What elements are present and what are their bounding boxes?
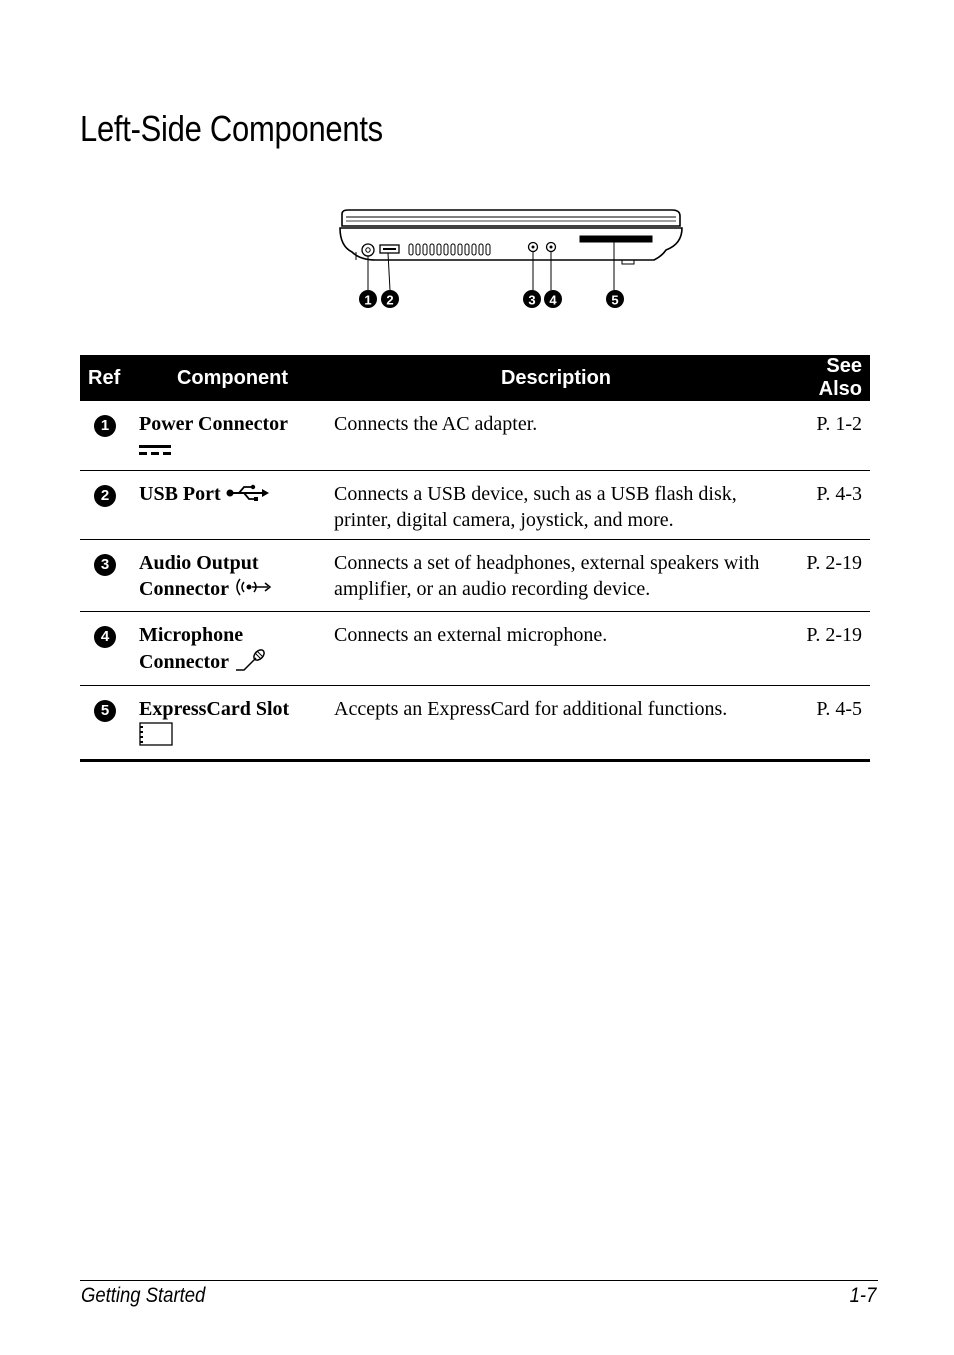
component-description: Connects a USB device, such as a USB flash disk, printer, digital camera, joystick, and more. xyxy=(326,471,786,540)
callout-3-number: 3 xyxy=(528,292,536,308)
callout-2-number: 2 xyxy=(386,292,394,308)
laptop-left-side-illustration xyxy=(336,206,686,316)
ref-badge: 4 xyxy=(94,626,116,648)
ref-badge: 2 xyxy=(94,485,116,507)
component-description: Connects the AC adapter. xyxy=(326,401,786,471)
component-name-line1: Audio Output xyxy=(139,552,259,575)
table-row xyxy=(80,686,870,761)
see-also-link[interactable]: P. 4-5 xyxy=(786,686,870,761)
see-also-link[interactable]: P. 2-19 xyxy=(786,612,870,686)
table-row xyxy=(80,401,870,471)
ref-badge: 5 xyxy=(94,700,116,722)
callout-1 xyxy=(359,290,377,308)
headphone-out-icon xyxy=(234,576,272,605)
dc-power-icon xyxy=(139,438,171,464)
usb-icon xyxy=(226,483,270,509)
header-description: Description xyxy=(326,355,786,401)
component-description: Connects a set of headphones, external speakers with amplifier, or an audio recording device. xyxy=(326,540,786,612)
component-description: Accepts an ExpressCard for additional functions. xyxy=(326,686,786,761)
table-header-row xyxy=(80,355,870,401)
ref-badge: 1 xyxy=(94,415,116,437)
table-row xyxy=(80,612,870,686)
component-name-line2: Connector xyxy=(139,651,229,674)
callout-5-number: 5 xyxy=(611,292,619,308)
callout-4 xyxy=(544,290,562,308)
component-name-line1: Microphone xyxy=(139,624,244,647)
header-component: Component xyxy=(139,355,326,401)
see-also-link[interactable]: P. 4-3 xyxy=(786,471,870,540)
table-row xyxy=(80,471,870,540)
footer-section-title: Getting Started xyxy=(81,1284,206,1307)
header-ref: Ref xyxy=(80,355,139,401)
callout-4-number: 4 xyxy=(549,292,557,308)
callout-2 xyxy=(381,290,399,308)
component-description: Connects an external microphone. xyxy=(326,612,786,686)
component-name: USB Port xyxy=(139,483,221,506)
see-also-link[interactable]: P. 1-2 xyxy=(786,401,870,471)
laptop-left-side-figure xyxy=(336,206,686,316)
callout-1-number: 1 xyxy=(364,292,372,308)
page-title: Left-Side Components xyxy=(80,108,383,149)
callout-5 xyxy=(606,290,624,308)
table-row xyxy=(80,540,870,612)
microphone-icon xyxy=(234,648,266,679)
footer-page-number: 1-7 xyxy=(849,1284,876,1307)
footer-rule xyxy=(80,1280,878,1281)
ref-badge: 3 xyxy=(94,554,116,576)
component-name: Power Connector xyxy=(139,413,289,435)
component-name-line2: Connector xyxy=(139,578,229,601)
see-also-link[interactable]: P. 2-19 xyxy=(786,540,870,612)
expresscard-slot-icon xyxy=(139,722,173,753)
header-see-also: See Also xyxy=(786,355,870,401)
components-table xyxy=(80,355,870,762)
component-name: ExpressCard Slot xyxy=(139,698,290,721)
callout-3 xyxy=(523,290,541,308)
